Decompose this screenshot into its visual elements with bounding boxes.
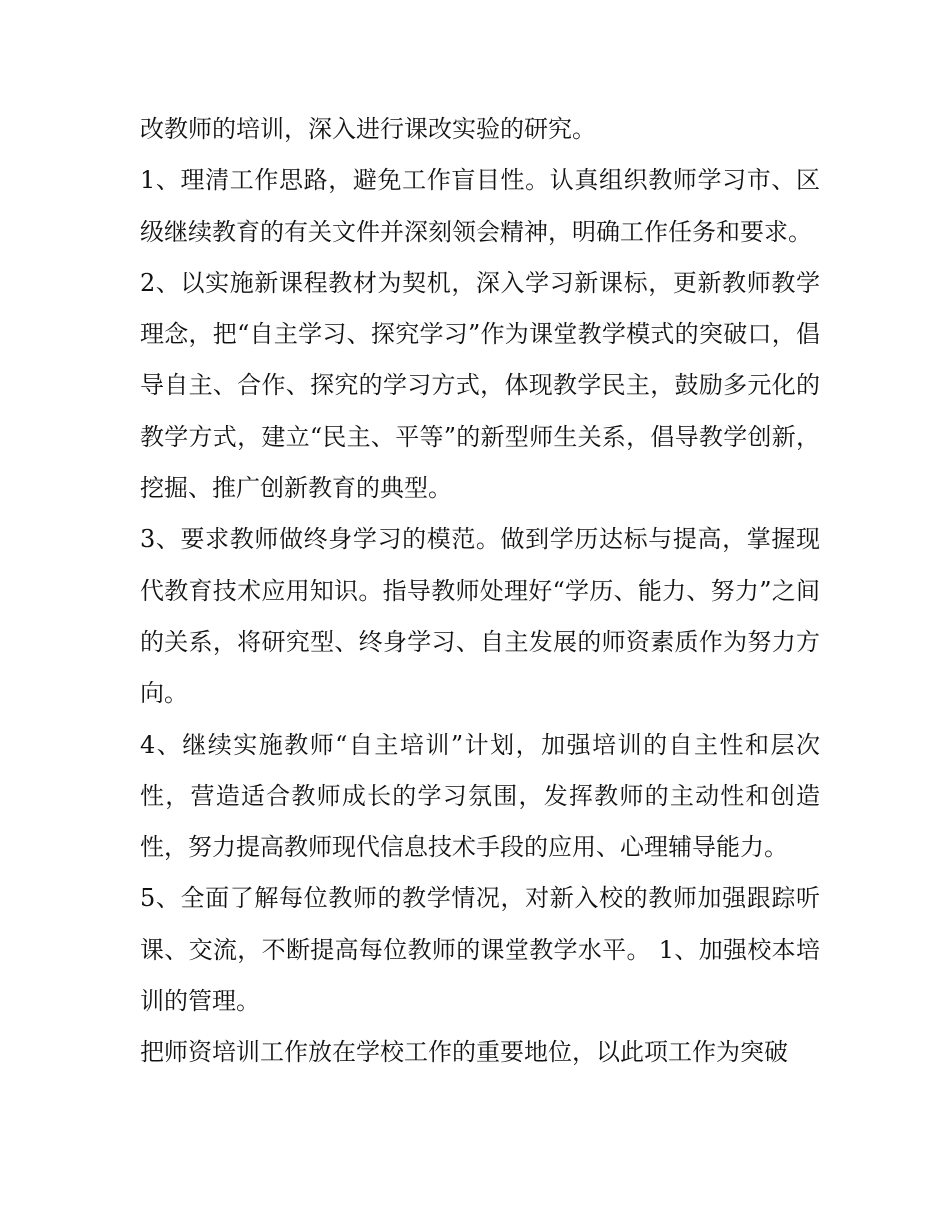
paragraph-item-1: 1、理清工作思路，避免工作盲目性。认真组织教师学习市、区级继续教育的有关文件并深刻领会精神，明确工作任务和要求。 [140,166,820,246]
paragraph-item-5: 5、全面了解每位教师的教学情况，对新入校的教师加强跟踪听课、交流，不断提高每位教师的课堂教学水平。 1、加强校本培训的管理。 [140,884,820,1016]
paragraph-item-4: 4、继续实施教师“自主培训”计划，加强培训的自主性和层次性，营造适合教师成长的学习氛围，发挥教师的主动性和创造性，努力提高教师现代信息技术手段的应用、心理辅导能力。 [140,730,820,862]
paragraph-item-2: 2、以实施新课程教材为契机，深入学习新课标，更新教师教学理念，把“自主学习、探究学习”作为课堂教学模式的突破口，倡导自主、合作、探究的学习方式，体现教学民主，鼓励多元化的教学方式，建立“民主、平等”的新型师生关系，倡导教学创新，挖掘、推广创新教育的典型。 [140,268,820,503]
paragraph-intro: 改教师的培训，深入进行课改实验的研究。 [140,115,596,143]
paragraph-item-3: 3、要求教师做终身学习的模范。做到学历达标与提高，掌握现代教育技术应用知识。指导教师处理好“学历、能力、努力”之间的关系，将研究型、终身学习、自主发展的师资素质作为努力方向。 [140,525,820,708]
paragraph-closing: 把师资培训工作放在学校工作的重要地位，以此项工作为突破 [140,1038,788,1067]
document-body [140,104,820,1079]
